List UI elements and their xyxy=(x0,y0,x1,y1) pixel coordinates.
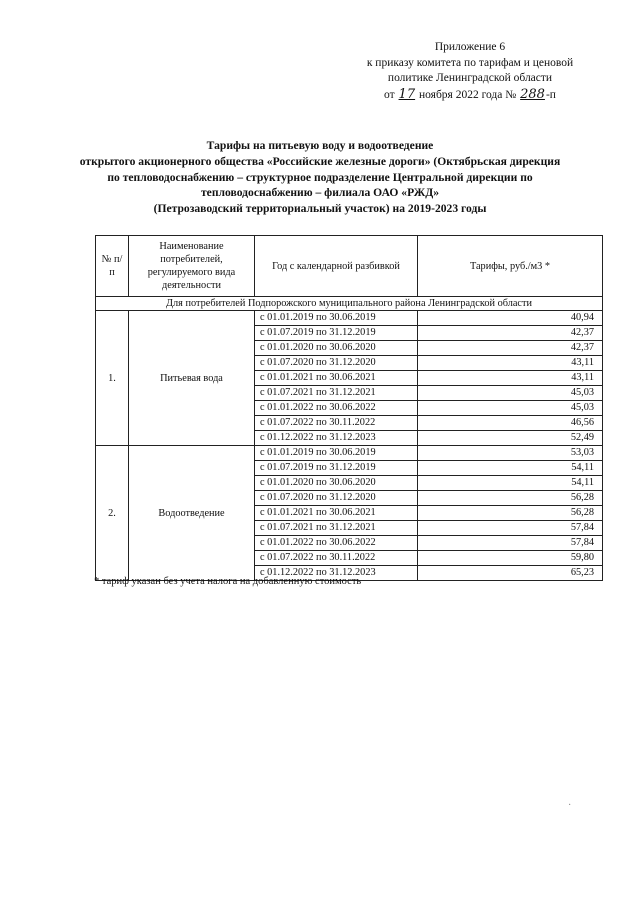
tariff-cell: 56,28 xyxy=(418,491,603,506)
header-year: Год с календарной разбивкой xyxy=(255,236,418,297)
period-cell: с 01.07.2021 по 31.12.2021 xyxy=(255,386,418,401)
period-cell: с 01.01.2022 по 30.06.2022 xyxy=(255,401,418,416)
period-cell: с 01.01.2021 по 30.06.2021 xyxy=(255,371,418,386)
period-cell: с 01.12.2022 по 31.12.2023 xyxy=(255,566,418,581)
table-header-row xyxy=(96,236,603,297)
tariff-cell: 57,84 xyxy=(418,536,603,551)
tariff-cell: 59,80 xyxy=(418,551,603,566)
date-suffix: -п xyxy=(545,88,556,101)
appendix-order-ref: к приказу комитета по тарифам и ценовой xyxy=(366,56,574,69)
tariff-cell: 57,84 xyxy=(418,521,603,536)
period-cell: с 01.07.2022 по 30.11.2022 xyxy=(255,416,418,431)
tariff-cell: 46,56 xyxy=(418,416,603,431)
period-cell: с 01.01.2022 по 30.06.2022 xyxy=(255,536,418,551)
tariff-cell: 40,94 xyxy=(418,311,603,326)
date-prefix: от xyxy=(384,88,395,101)
header-name: Наименование потребителей, регулируемого вида деятельности xyxy=(129,236,255,297)
appendix-date-line xyxy=(360,87,580,104)
tariff-cell: 42,37 xyxy=(418,326,603,341)
row-number: 2. xyxy=(96,446,129,581)
section-row xyxy=(96,297,603,311)
header-tariff: Тарифы, руб./м3 * xyxy=(418,236,603,297)
tariff-cell: 45,03 xyxy=(418,401,603,416)
title-line-4: тепловодоснабжению – филиала ОАО «РЖД» xyxy=(200,186,440,200)
tariff-table xyxy=(95,235,603,581)
footnote: * тариф указан без учета налога на добавленную стоимость xyxy=(94,576,362,587)
period-cell: с 01.01.2020 по 30.06.2020 xyxy=(255,476,418,491)
period-cell: с 01.01.2020 по 30.06.2020 xyxy=(255,341,418,356)
tariff-cell: 43,11 xyxy=(418,371,603,386)
period-cell: с 01.12.2022 по 31.12.2023 xyxy=(255,431,418,446)
period-cell: с 01.01.2021 по 30.06.2021 xyxy=(255,506,418,521)
scan-dot: · xyxy=(568,800,572,811)
order-number: 288 xyxy=(520,86,545,102)
period-cell: с 01.07.2022 по 30.11.2022 xyxy=(255,551,418,566)
title-line-5: (Петрозаводский территориальный участок) на 2019-2023 годы xyxy=(153,202,487,216)
service-name: Питьевая вода xyxy=(129,311,255,446)
header-num: № п/п xyxy=(96,236,129,297)
appendix-title: Приложение 6 xyxy=(434,41,506,53)
period-cell: с 01.01.2019 по 30.06.2019 xyxy=(255,446,418,461)
table-row xyxy=(96,311,603,326)
period-cell: с 01.07.2021 по 31.12.2021 xyxy=(255,521,418,536)
date-middle: ноября 2022 года № xyxy=(418,88,517,101)
tariff-cell: 54,11 xyxy=(418,476,603,491)
title-line-2: открытого акционерного общества «Российские железные дороги» (Октябрьская дирекция xyxy=(79,154,561,168)
tariff-cell: 65,23 xyxy=(418,566,603,581)
period-cell: с 01.07.2019 по 31.12.2019 xyxy=(255,326,418,341)
tariff-cell: 53,03 xyxy=(418,446,603,461)
period-cell: с 01.01.2019 по 30.06.2019 xyxy=(255,311,418,326)
tariff-cell: 42,37 xyxy=(418,341,603,356)
document-title xyxy=(70,138,570,217)
table-row xyxy=(96,446,603,461)
appendix-committee: политике Ленинградской области xyxy=(387,72,553,84)
title-line-3: по тепловодоснабжению – структурное подразделение Центральной дирекции по xyxy=(107,170,533,184)
tariff-cell: 52,49 xyxy=(418,431,603,446)
section-label: Для потребителей Подпорожского муниципального района Ленинградской области xyxy=(96,297,603,311)
tariff-cell: 43,11 xyxy=(418,356,603,371)
appendix-header xyxy=(360,40,580,103)
title-line-1: Тарифы на питьевую воду и водоотведение xyxy=(206,139,434,152)
row-number: 1. xyxy=(96,311,129,446)
tariff-cell: 54,11 xyxy=(418,461,603,476)
service-name: Водоотведение xyxy=(129,446,255,581)
tariff-cell: 56,28 xyxy=(418,506,603,521)
order-day: 17 xyxy=(398,86,416,102)
period-cell: с 01.07.2019 по 31.12.2019 xyxy=(255,461,418,476)
period-cell: с 01.07.2020 по 31.12.2020 xyxy=(255,491,418,506)
period-cell: с 01.07.2020 по 31.12.2020 xyxy=(255,356,418,371)
tariff-cell: 45,03 xyxy=(418,386,603,401)
